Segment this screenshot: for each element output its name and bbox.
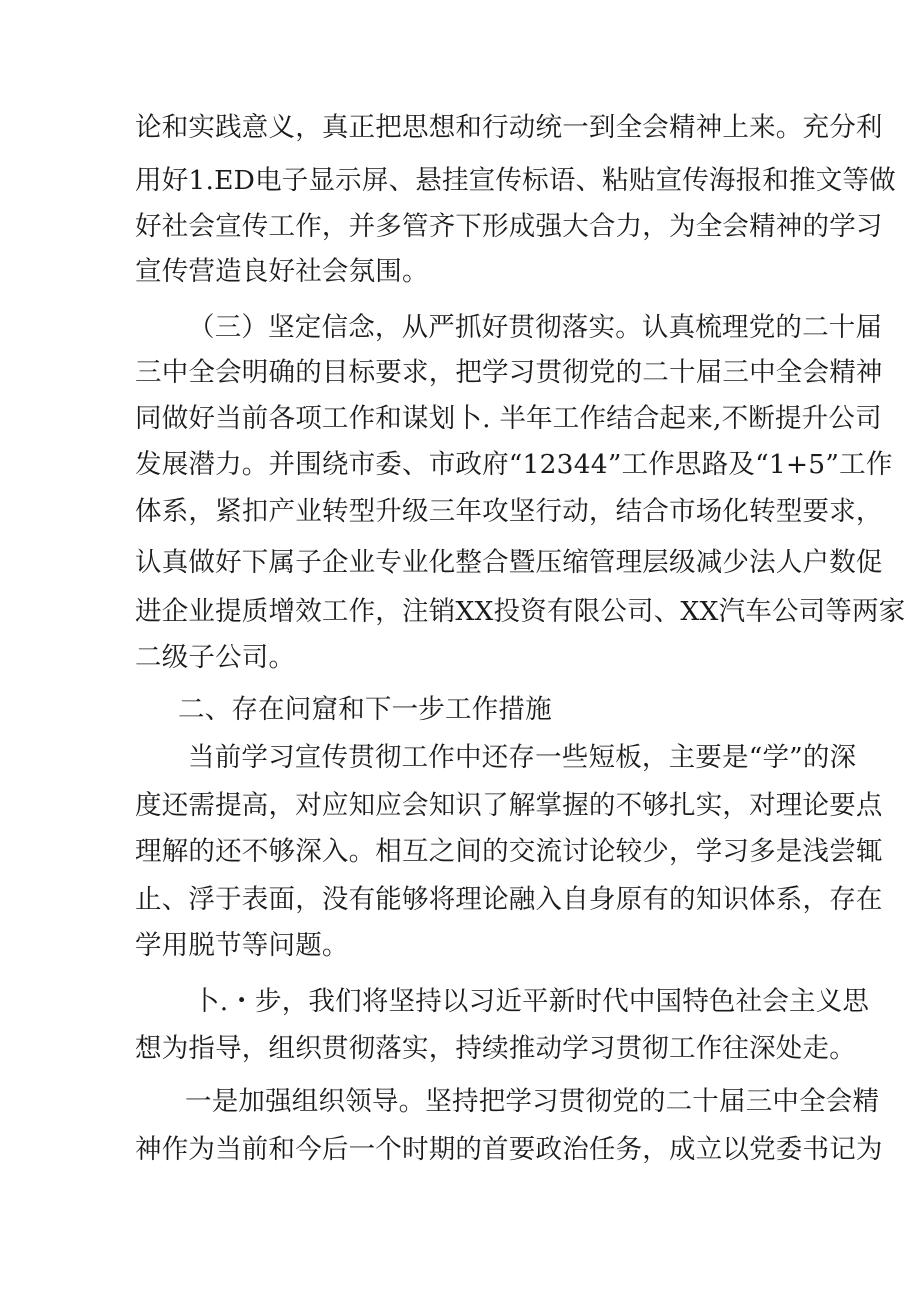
- text-line-14: 当前学习宣传贯彻工作中还存一些短板，主要是“学”的深: [188, 742, 857, 773]
- text-line-7: 同做好当前各项工作和谋划卜. 半年工作结合起来,不断提升公司: [135, 403, 882, 434]
- text-line-11: 进企业提质增效工作，注销XX投资有限公司、XX汽车公司等两家: [135, 596, 906, 627]
- text-line-20: 想为指导，组织贯彻落实，持续推动学习贯彻工作往深处走。: [135, 1033, 856, 1064]
- text-line-6: 三中全会明确的目标要求，把学习贯彻党的二十届三中全会精神: [135, 357, 883, 388]
- text-line-4: 宣传营造良好社会氛围。: [135, 256, 429, 287]
- text-line-16: 理解的还不够深入。相互之间的交流讨论较少，学习多是浅尝辄: [135, 836, 883, 867]
- text-line-5: （三）坚定信念，从严抓好贯彻落实。认真梳理党的二十届: [188, 312, 883, 343]
- text-line-17: 止、浮于表面，没有能够将理论融入自身原有的知识体系，存在: [135, 884, 883, 915]
- text-line-19: 卜.・步，我们将坚持以习近平新时代中国特色社会主义思: [193, 986, 870, 1017]
- text-line-1: 论和实践意义，真正把思想和行动统一到全会精神上来。充分利: [135, 112, 883, 143]
- text-line-2: 用好1.ED电子显示屏、悬挂宣传标语、粘贴宣传海报和推文等做: [135, 165, 896, 196]
- text-line-8: 发展潜力。并围绕市委、市政府“12344”工作思路及“1+5”工作: [135, 449, 893, 480]
- text-line-9: 体系，紧扣产业转型升级三年攻坚行动，结合市场化转型要求，: [135, 496, 883, 527]
- text-line-18: 学用脱节等问题。: [135, 930, 349, 961]
- text-line-22: 神作为当前和今后一个时期的首要政治任务，成立以党委书记为: [135, 1134, 883, 1165]
- text-line-21: 一是加强组织领导。坚持把学习贯彻党的二十届三中全会精: [185, 1086, 880, 1117]
- text-line-10: 认真做好下属子企业专业化整合暨压缩管理层级减少法人户数促: [135, 547, 883, 578]
- text-line-15: 度还需提高，对应知应会知识了解掌握的不够扎实，对理论要点: [135, 790, 883, 821]
- text-line-3: 好社会宣传工作，并多管齐下形成强大合力，为全会精神的学习: [135, 211, 883, 242]
- text-line-12: 二级子公司。: [135, 642, 296, 673]
- section-heading: 二、存在问窟和下一步工作措施: [178, 694, 552, 725]
